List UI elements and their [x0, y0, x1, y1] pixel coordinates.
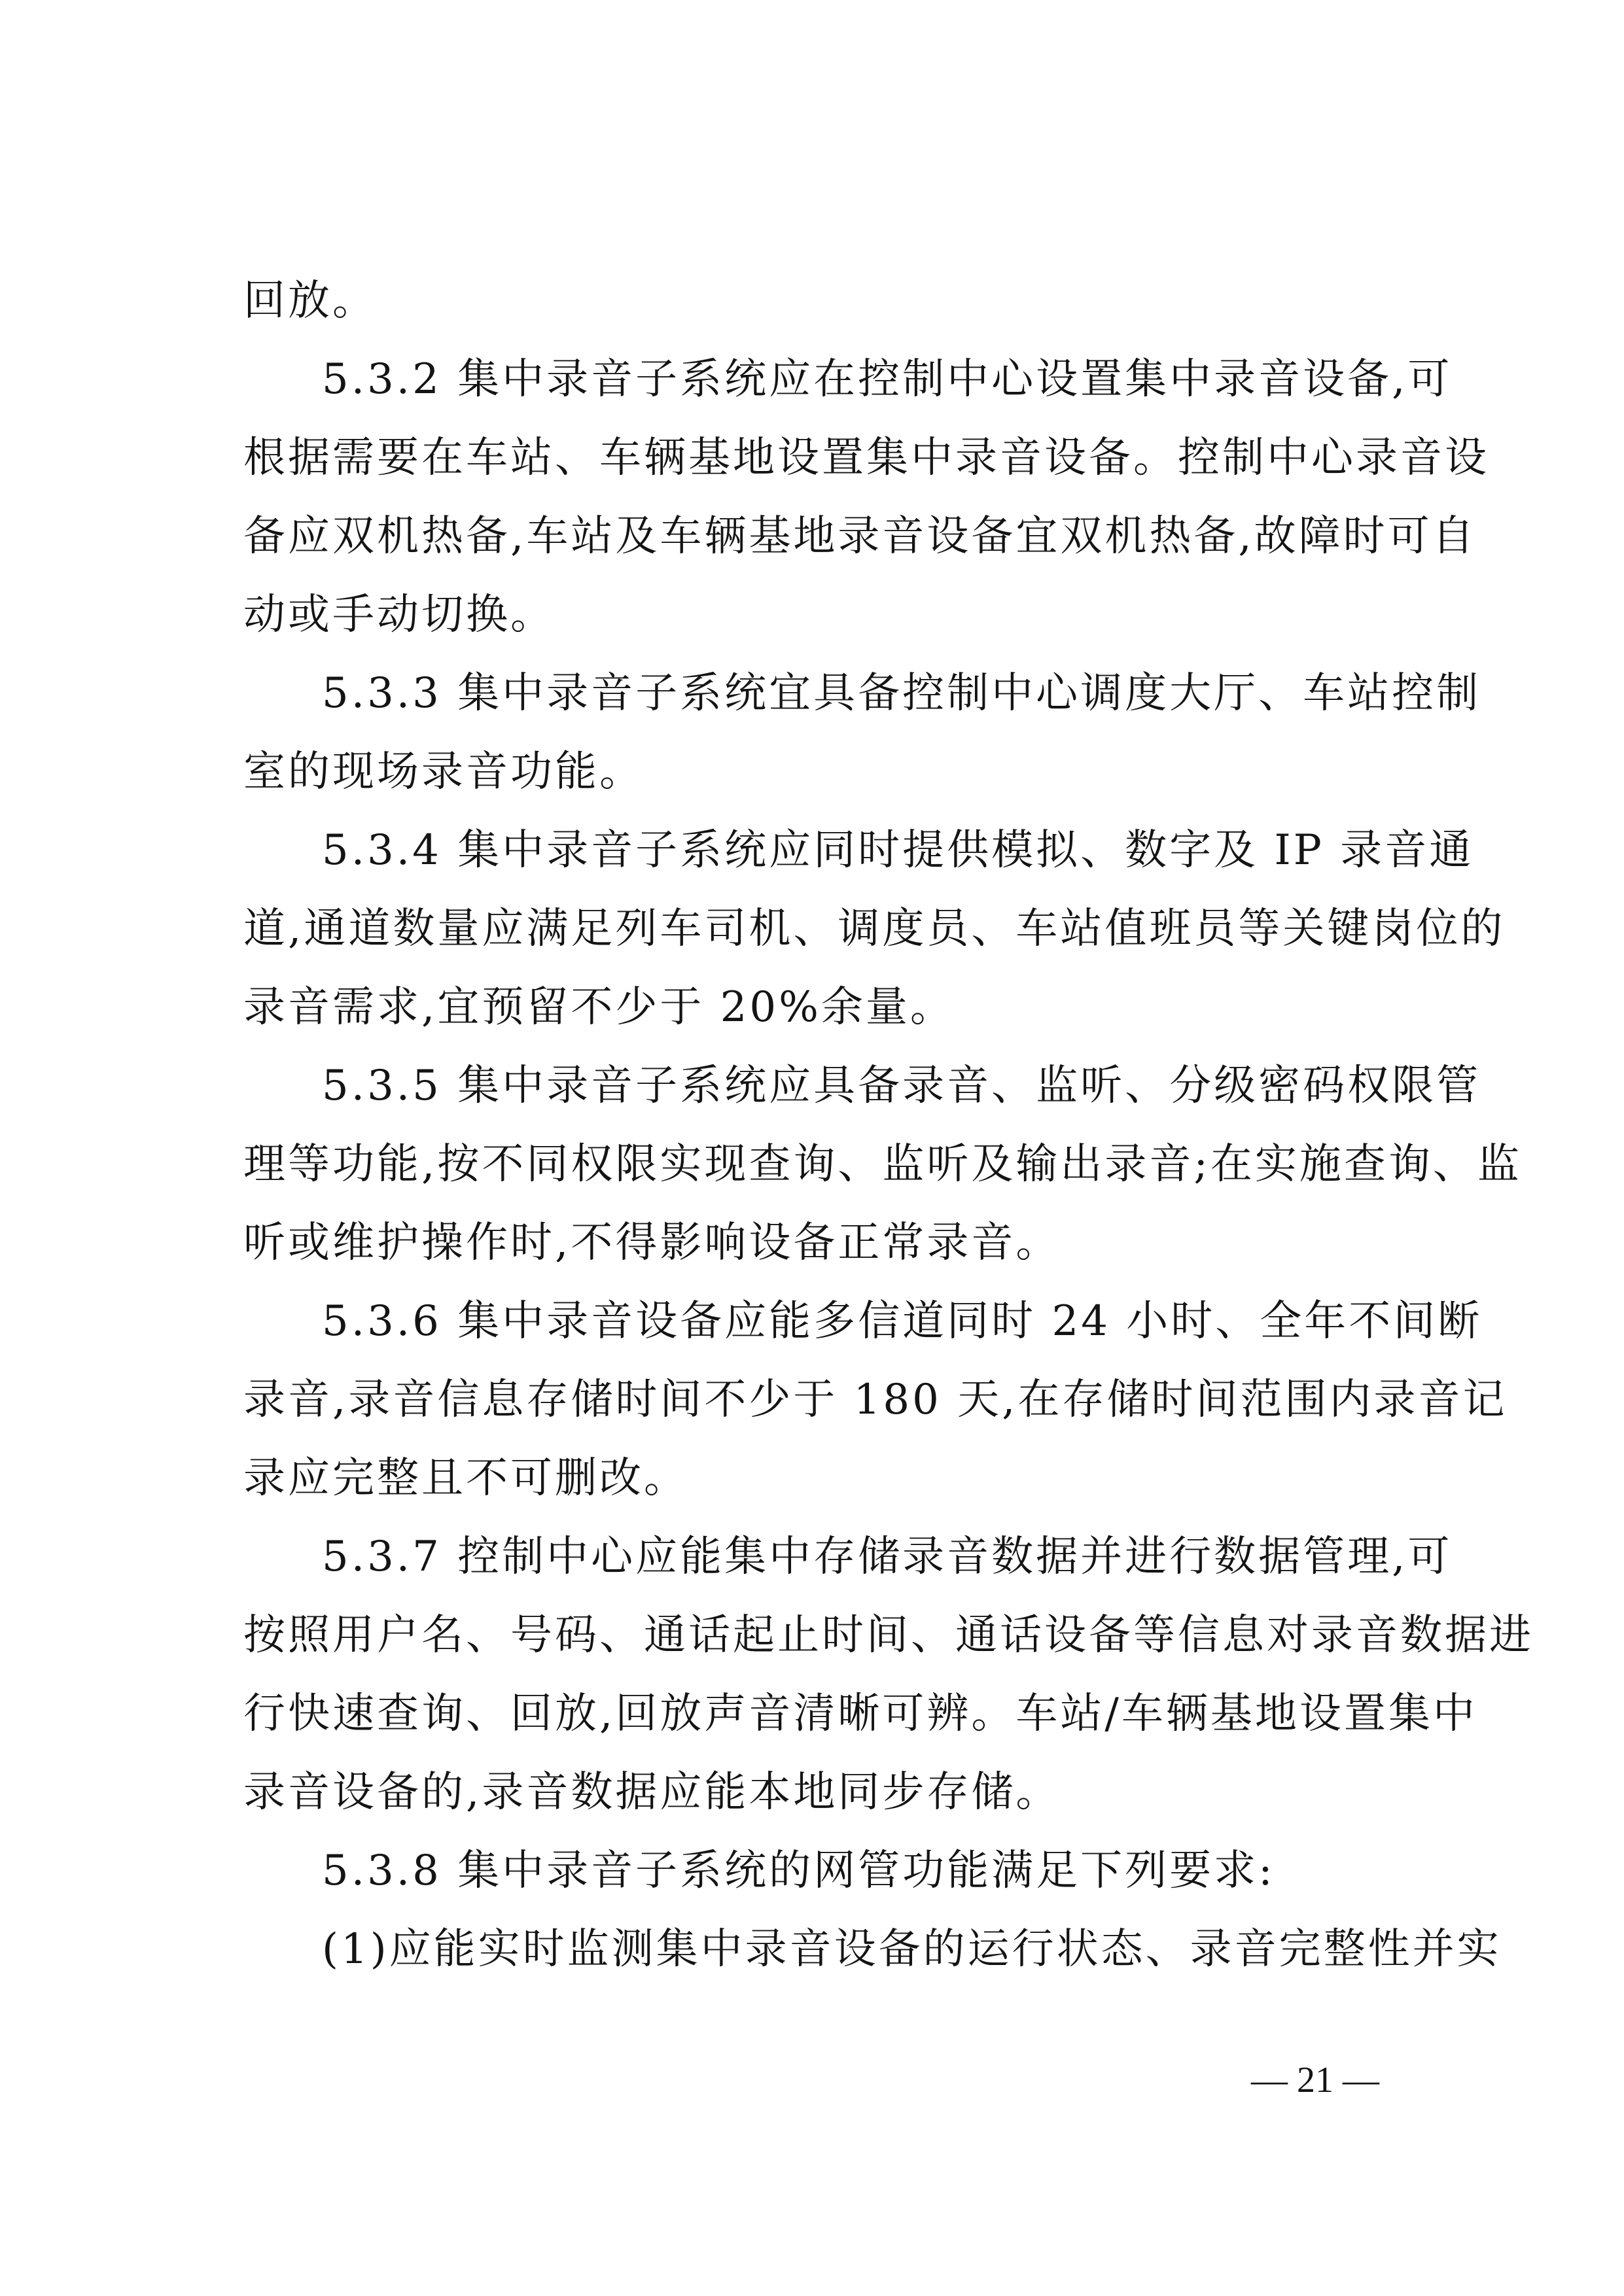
text-line-21: 5.3.8 集中录音子系统的网管功能满足下列要求: [322, 1847, 1275, 1895]
text-line-16: 录应完整且不可删改。 [243, 1454, 688, 1503]
text-line-18: 按照用户名、号码、通话起止时间、通话设备等信息对录音数据进 [243, 1611, 1534, 1660]
text-line-8: 5.3.4 集中录音子系统应同时提供模拟、数字及 IP 录音通 [322, 826, 1474, 875]
text-line-5: 动或手动切换。 [243, 591, 555, 639]
text-line-7: 室的现场录音功能。 [243, 748, 644, 796]
text-line-17: 5.3.7 控制中心应能集中存储录音数据并进行数据管理,可 [322, 1533, 1453, 1581]
text-line-15: 录音,录音信息存储时间不少于 180 天,在存储时间范围内录音记 [243, 1376, 1508, 1424]
page-number: — 21 — [1251, 2060, 1379, 2100]
text-line-22: (1)应能实时监测集中录音设备的运行状态、录音完整性并实 [322, 1925, 1502, 1974]
text-line-14: 5.3.6 集中录音设备应能多信道同时 24 小时、全年不间断 [322, 1297, 1483, 1346]
text-line-4: 备应双机热备,车站及车辆基地录音设备宜双机热备,故障时可自 [243, 512, 1477, 561]
text-line-13: 听或维护操作时,不得影响设备正常录音。 [243, 1219, 1061, 1267]
text-line-19: 行快速查询、回放,回放声音清晰可辨。车站/车辆基地设置集中 [243, 1690, 1477, 1738]
text-line-11: 5.3.5 集中录音子系统应具备录音、监听、分级密码权限管 [322, 1062, 1481, 1110]
text-line-6: 5.3.3 集中录音子系统宜具备控制中心调度大厅、车站控制 [322, 669, 1481, 718]
text-line-12: 理等功能,按不同权限实现查询、监听及输出录音;在实施查询、监 [243, 1140, 1522, 1189]
text-line-10: 录音需求,宜预留不少于 20%余量。 [243, 983, 955, 1032]
text-line-20: 录音设备的,录音数据应能本地同步存储。 [243, 1768, 1061, 1817]
text-line-1: 回放。 [243, 277, 377, 325]
text-line-3: 根据需要在车站、车辆基地设置集中录音设备。控制中心录音设 [243, 434, 1489, 482]
text-line-2: 5.3.2 集中录音子系统应在控制中心设置集中录音设备,可 [322, 355, 1453, 404]
text-line-9: 道,通道数量应满足列车司机、调度员、车站值班员等关键岗位的 [243, 905, 1506, 953]
